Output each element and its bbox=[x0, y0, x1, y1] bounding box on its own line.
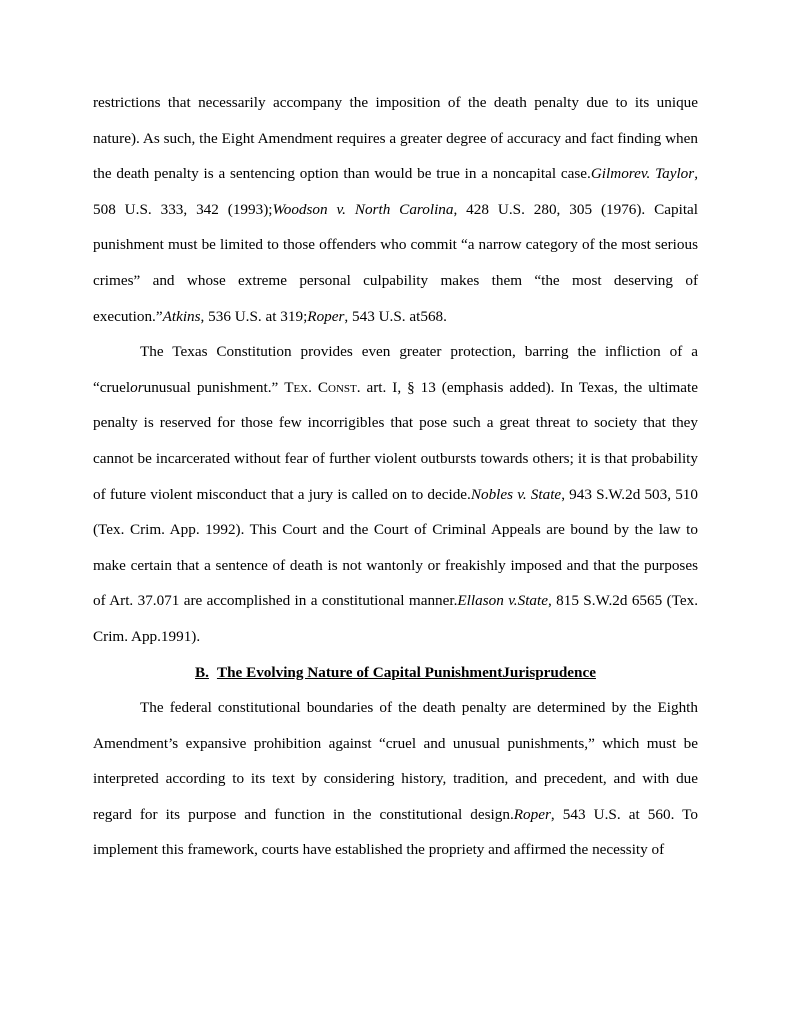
statute-citation: Tex. Const. bbox=[284, 378, 361, 396]
text-run: The federal constitutional boundaries of the death penalty are determined by the Eighth Amendment’s expansive prohibition against “cruel and unusual punishments,” which must be interpreted according to its text by considering history, tradition, and precedent, and with due regard for its purpose and function in the constitutional design. bbox=[93, 699, 698, 823]
text-run: , 815 S.W.2d 6565 (Tex. Crim. App.1991). bbox=[93, 592, 698, 645]
document-page bbox=[93, 85, 698, 868]
case-citation-nobles: Nobles v. State bbox=[470, 485, 562, 503]
case-citation-gilmore: Gilmorev. Taylor bbox=[590, 165, 695, 183]
emphasis-or: or bbox=[130, 378, 144, 396]
case-citation-ellason: Ellason v.State bbox=[457, 592, 548, 610]
case-citation-roper: Roper bbox=[513, 805, 551, 823]
text-run: unusual punishment.” bbox=[143, 378, 285, 396]
section-heading bbox=[93, 655, 698, 691]
text-run: The Texas Constitution provides even greater protection, barring the infliction of a “cruel bbox=[93, 343, 698, 396]
paragraph-texas-constitution bbox=[93, 334, 698, 654]
case-citation-roper: Roper bbox=[307, 307, 345, 325]
paragraph-federal-boundaries bbox=[93, 690, 698, 868]
text-run: , 943 S.W.2d 503, 510 (Tex. Crim. App. 1992). This Court and the Court of Criminal Appeals are bound by the law to make certain that a sentence of death is not wantonly or freakishly imposed and that the purposes of Art. 37.071 are accomplished in a constitutional manner. bbox=[93, 485, 698, 610]
text-run: , 543 U.S. at568. bbox=[344, 307, 447, 325]
paragraph-eighth-amendment bbox=[93, 85, 698, 334]
text-run: , 536 U.S. at 319; bbox=[200, 307, 308, 325]
text-run: restrictions that necessarily accompany the imposition of the death penalty due to its unique nature). As such, the Eight Amendment requires a greater degree of accuracy and fact finding when the death penalty is a sentencing option than would be true in a noncapital case. bbox=[93, 94, 698, 183]
section-letter: B. bbox=[195, 663, 209, 681]
case-citation-atkins: Atkins bbox=[162, 307, 201, 325]
section-title: The Evolving Nature of Capital PunishmentJurisprudence bbox=[216, 663, 596, 681]
text-run: , 428 U.S. 280, 305 (1976). Capital punishment must be limited to those offenders who commit “a narrow category of the most serious crimes” and whose extreme personal culpability makes them “the most deserving of execution.” bbox=[93, 200, 698, 325]
text-run: art. I, § 13 (emphasis added). In Texas, the ultimate penalty is reserved for those few incorrigibles that pose such a great threat to society that they cannot be incarcerated without fear of further violent outbursts towards others; it is that probability of future violent misconduct that a jury is called on to decide. bbox=[93, 378, 698, 503]
text-run: , 508 U.S. 333, 342 (1993); bbox=[93, 165, 698, 218]
case-citation-woodson: Woodson v. North Carolina bbox=[272, 200, 454, 218]
text-run: , 543 U.S. at 560. To implement this framework, courts have established the propriety and affirmed the necessity of bbox=[93, 805, 698, 859]
